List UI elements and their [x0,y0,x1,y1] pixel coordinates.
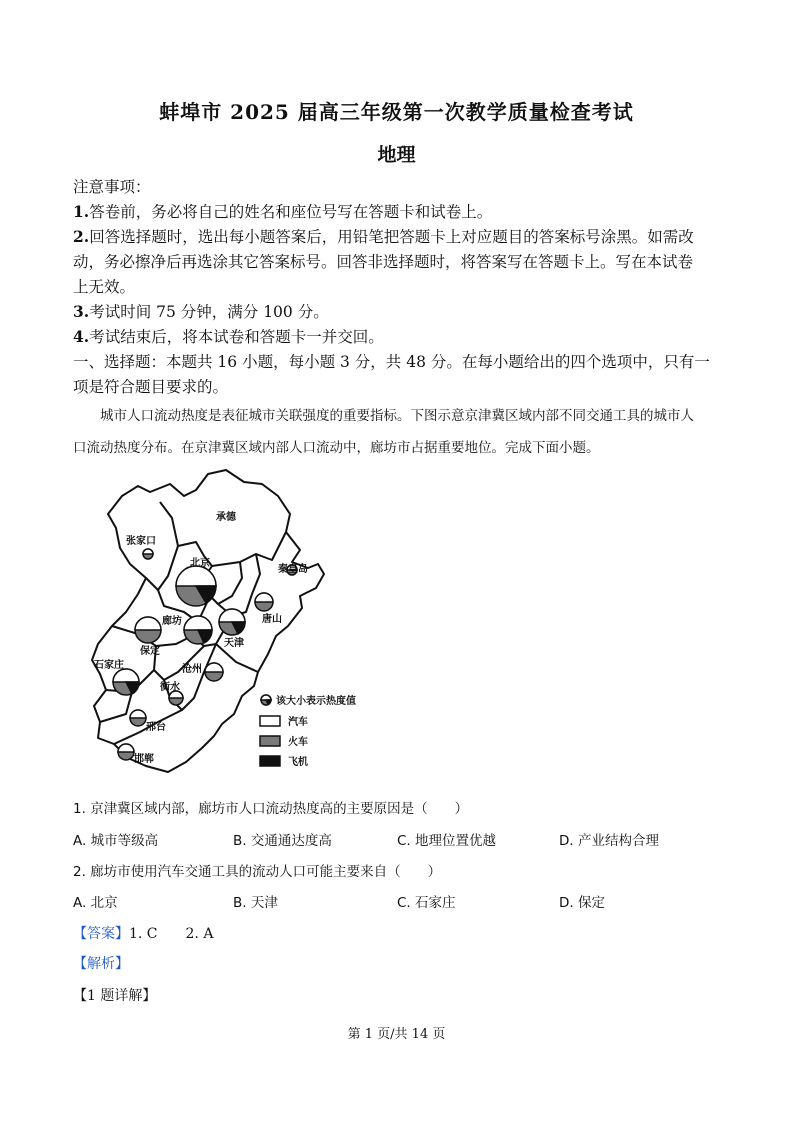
question-2-options [73,891,733,911]
notice-item-2-cont: 上无效。 [73,278,136,296]
question-2-option-c[interactable]: C. 石家庄 [397,895,456,911]
cangzhou-marker [205,663,223,681]
legend-car: 汽车 [288,717,308,728]
legend-plane: 飞机 [288,757,308,768]
map-label-xingtai: 邢台 [146,722,166,733]
answer-text: 1. C 2. A [129,926,214,942]
notice-item-text: 回答选择题时，选出每小题答案后，用铅笔把答题卡上对应题目的答案标号涂黑。如需改 [89,228,694,246]
question-1-option-d[interactable]: D. 产业结构合理 [559,833,659,849]
notice-item-2 [73,227,694,247]
map-label-tianjin: 天津 [224,638,244,649]
notice-item-3 [73,302,329,322]
shijiazhuang-marker [113,669,139,695]
notice-item-number: 1. [73,202,90,221]
analysis-tag-label: 【解析】 [73,956,129,972]
notice-item-text: 考试结束后，将本试卷和答题卡一并交回。 [89,328,384,346]
tangshan-marker [255,593,273,611]
answer-line [73,923,213,943]
question-1-stem: 1. 京津冀区域内部，廊坊市人口流动热度高的主要原因是（ ） [73,801,469,817]
page-title: 蚌埠市 2025 届高三年级第一次教学质量检查考试 [159,100,634,124]
map-label-handan: 邯郸 [134,754,154,765]
langfang-marker [184,616,212,644]
subject-title: 地理 [377,144,416,166]
tianjin-marker [219,609,245,635]
map-label-chengde: 承德 [216,512,236,523]
xingtai-marker [130,710,146,726]
notice-item-4 [73,327,384,347]
zhangjiakou-marker [143,549,153,559]
notice-heading: 注意事项： [73,178,151,196]
jingjinji-map [86,466,376,786]
handan-marker [118,744,134,760]
question-2-option-d[interactable]: D. 保定 [559,895,605,911]
notice-item-text: 考试时间 75 分钟，满分 100 分。 [89,303,329,321]
map-legend [260,694,356,768]
detail-tag: 【1 题详解】 [73,988,157,1004]
baoding-marker [135,617,161,643]
question-1-option-a[interactable]: A. 城市等级高 [73,833,159,849]
question-2-option-b[interactable]: B. 天津 [233,895,278,911]
question-1-option-b[interactable]: B. 交通通达度高 [233,833,332,849]
hengshui-marker [169,691,183,705]
answer-tag: 【答案】 [73,926,129,942]
notice-item-number: 2. [73,227,90,246]
map-label-cangzhou: 沧州 [182,664,202,675]
analysis-tag [73,953,129,973]
question-2-stem: 2. 廊坊市使用汽车交通工具的流动人口可能主要来自（ ） [73,864,442,880]
question-1-option-c[interactable]: C. 地理位置优越 [397,833,497,849]
beijing-marker [176,566,216,606]
map-label-shijiazhuang: 石家庄 [94,660,124,671]
map-label-qinhuangdao: 秦皇岛 [278,564,308,575]
map-label-langfang: 廊坊 [162,616,182,627]
map-label-hengshui: 衡水 [160,682,180,693]
map-label-baoding: 保定 [140,646,160,657]
legend-train: 火车 [288,737,308,748]
notice-item-2-cont: 动，务必擦净后再选涂其它答案标号。回答非选择题时，将答案写在答题卡上。写在本试卷 [73,253,694,271]
section-heading-cont: 项是符合题目要求的。 [73,378,229,396]
notice-item-number: 4. [73,327,90,346]
intro-paragraph: 城市人口流动热度是表征城市关联强度的重要指标。下图示意京津冀区域内部不同交通工具的城市人 [100,408,694,424]
notice-item-1 [73,202,492,222]
intro-paragraph-cont: 口流动热度分布。在京津冀区域内部人口流动中，廊坊市占据重要地位。完成下面小题。 [73,440,600,456]
map-label-tangshan: 唐山 [262,614,282,625]
page-footer: 第 1 页/共 14 页 [347,1027,446,1042]
map-label-zhangjiakou: 张家口 [126,536,156,547]
question-1-options [73,829,733,849]
notice-item-text: 答卷前，务必将自己的姓名和座位号写在答题卡和试卷上。 [89,203,493,221]
section-heading: 一、选择题：本题共 16 小题，每小题 3 分，共 48 分。在每小题给出的四个选项中，只有一 [73,353,710,371]
question-2-option-a[interactable]: A. 北京 [73,895,118,911]
legend-size-note: 该大小表示热度值 [276,696,356,707]
notice-item-number: 3. [73,302,90,321]
map-label-beijing: 北京 [190,558,210,569]
